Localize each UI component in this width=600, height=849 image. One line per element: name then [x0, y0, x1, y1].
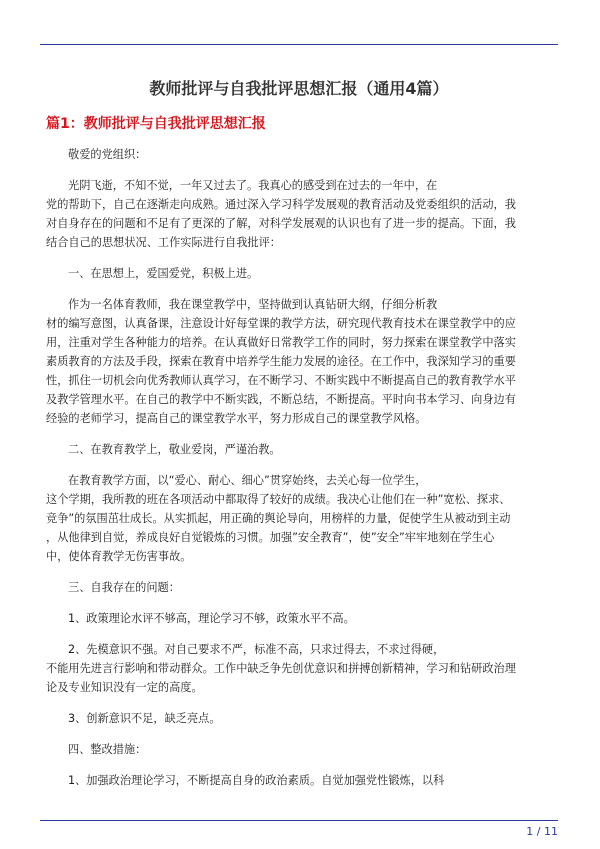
paragraph [46, 295, 554, 428]
paragraph-line: 二、在教育教学上，敬业爱岗，严谨治教。 [68, 443, 281, 456]
document-body [46, 145, 554, 802]
paragraph-line: 竞争”的氛围茁壮成长。从实抓起，用正确的舆论导向，用榜样的力量，促使学生从被动到主动 [46, 512, 511, 525]
paragraph-line: 用，注重对学生各种能力的培养。在认真做好日常教学工作的同时，努力探索在课堂教学中落实 [46, 336, 516, 349]
footer-rule [40, 820, 558, 821]
paragraph-line: 敬爱的党组织： [68, 148, 147, 161]
paragraph-line: 一、在思想上，爱国爱党，积极上进。 [68, 267, 259, 280]
paragraph-line: 经验的老师学习，提高自己的课堂教学水平，努力形成自己的课堂教学风格。 [46, 412, 427, 425]
paragraph-line: ，从他律到自觉，养成良好自觉锻炼的习惯。加强”安全教育”，使”安全”牢牢地刻在学生心 [46, 531, 495, 544]
paragraph-line: 3、创新意识不足，缺乏亮点。 [68, 712, 221, 725]
paragraph [46, 740, 554, 759]
paragraph [46, 609, 554, 628]
paragraph-line: 1、加强政治理论学习，不断提高自身的政治素质。自觉加强党性锻炼，以科 [68, 774, 445, 787]
paragraph-line: 素质教育的方法及手段，探索在教育中培养学生能力发展的途径。在工作中，我深知学习的重要 [46, 355, 516, 368]
paragraph-line: 不能用先进言行影响和带动群众。工作中缺乏争先创优意识和拼搏创新精神，学习和钻研政治理 [46, 662, 516, 675]
paragraph-line: 材的编写意图，认真备课，注意设计好每堂课的教学方法，研究现代教育技术在课堂教学中的应 [46, 317, 516, 330]
paragraph-line: 1、政策理论水评不够高，理论学习不够，政策水平不高。 [68, 612, 355, 625]
paragraph [46, 640, 554, 697]
paragraph-line: 及教学管理水平。在自己的教学中不断实践，不断总结，不断提高。平时向书本学习、向身边有 [46, 393, 516, 406]
paragraph [46, 145, 554, 164]
paragraph [46, 709, 554, 728]
paragraph-line: 在教育教学方面，以“爱心、耐心、细心”贯穿始终，去关心每一位学生， [68, 474, 427, 487]
paragraph [46, 264, 554, 283]
paragraph-line: 这个学期，我所教的班在各项活动中都取得了较好的成绩。我决心让他们在一种”宽松、探求、 [46, 493, 511, 506]
paragraph-line: 四、整改措施： [68, 743, 147, 756]
paragraph-line: 光阴飞逝，不知不觉，一年又过去了。我真心的感受到在过去的一年中，在 [68, 179, 438, 192]
paragraph-line: 对自身存在的问题和不足有了更深的了解，对科学发展观的认识也有了进一步的提高。下面，我 [46, 217, 516, 230]
paragraph-line: 党的帮助下，自己在逐渐走向成熟。通过深入学习科学发展观的教育活动及党委组织的活动，我 [46, 198, 516, 211]
header-rule [40, 44, 558, 45]
paragraph [46, 771, 554, 790]
page-number: 1 / 11 [526, 825, 558, 838]
document-title: 教师批评与自我批评思想汇报（通用4篇） [149, 79, 449, 98]
paragraph-line: 结合自己的思想状况、工作实际进行自我批评： [46, 236, 281, 249]
paragraph-line: 性，抓住一切机会向优秀教师认真学习，在不断学习、不断实践中不断提高自己的教育教学水平 [46, 374, 516, 387]
paragraph [46, 471, 554, 566]
paragraph-line: 作为一名体育教师，我在课堂教学中，坚持做到认真钻研大纲，仔细分析教 [68, 298, 438, 311]
paragraph [46, 440, 554, 459]
paragraph-line: 2、先模意识不强。对自己要求不严，标准不高，只求过得去，不求过得硬， [68, 643, 445, 656]
paragraph-line: 中，使体育教学无伤害事故。 [46, 550, 192, 563]
paragraph-line: 三、自我存在的问题： [68, 581, 180, 594]
section-title: 篇1：教师批评与自我批评思想汇报 [46, 116, 266, 132]
paragraph [46, 578, 554, 597]
paragraph [46, 176, 554, 252]
paragraph-line: 论及专业知识没有一定的高度。 [46, 681, 203, 694]
